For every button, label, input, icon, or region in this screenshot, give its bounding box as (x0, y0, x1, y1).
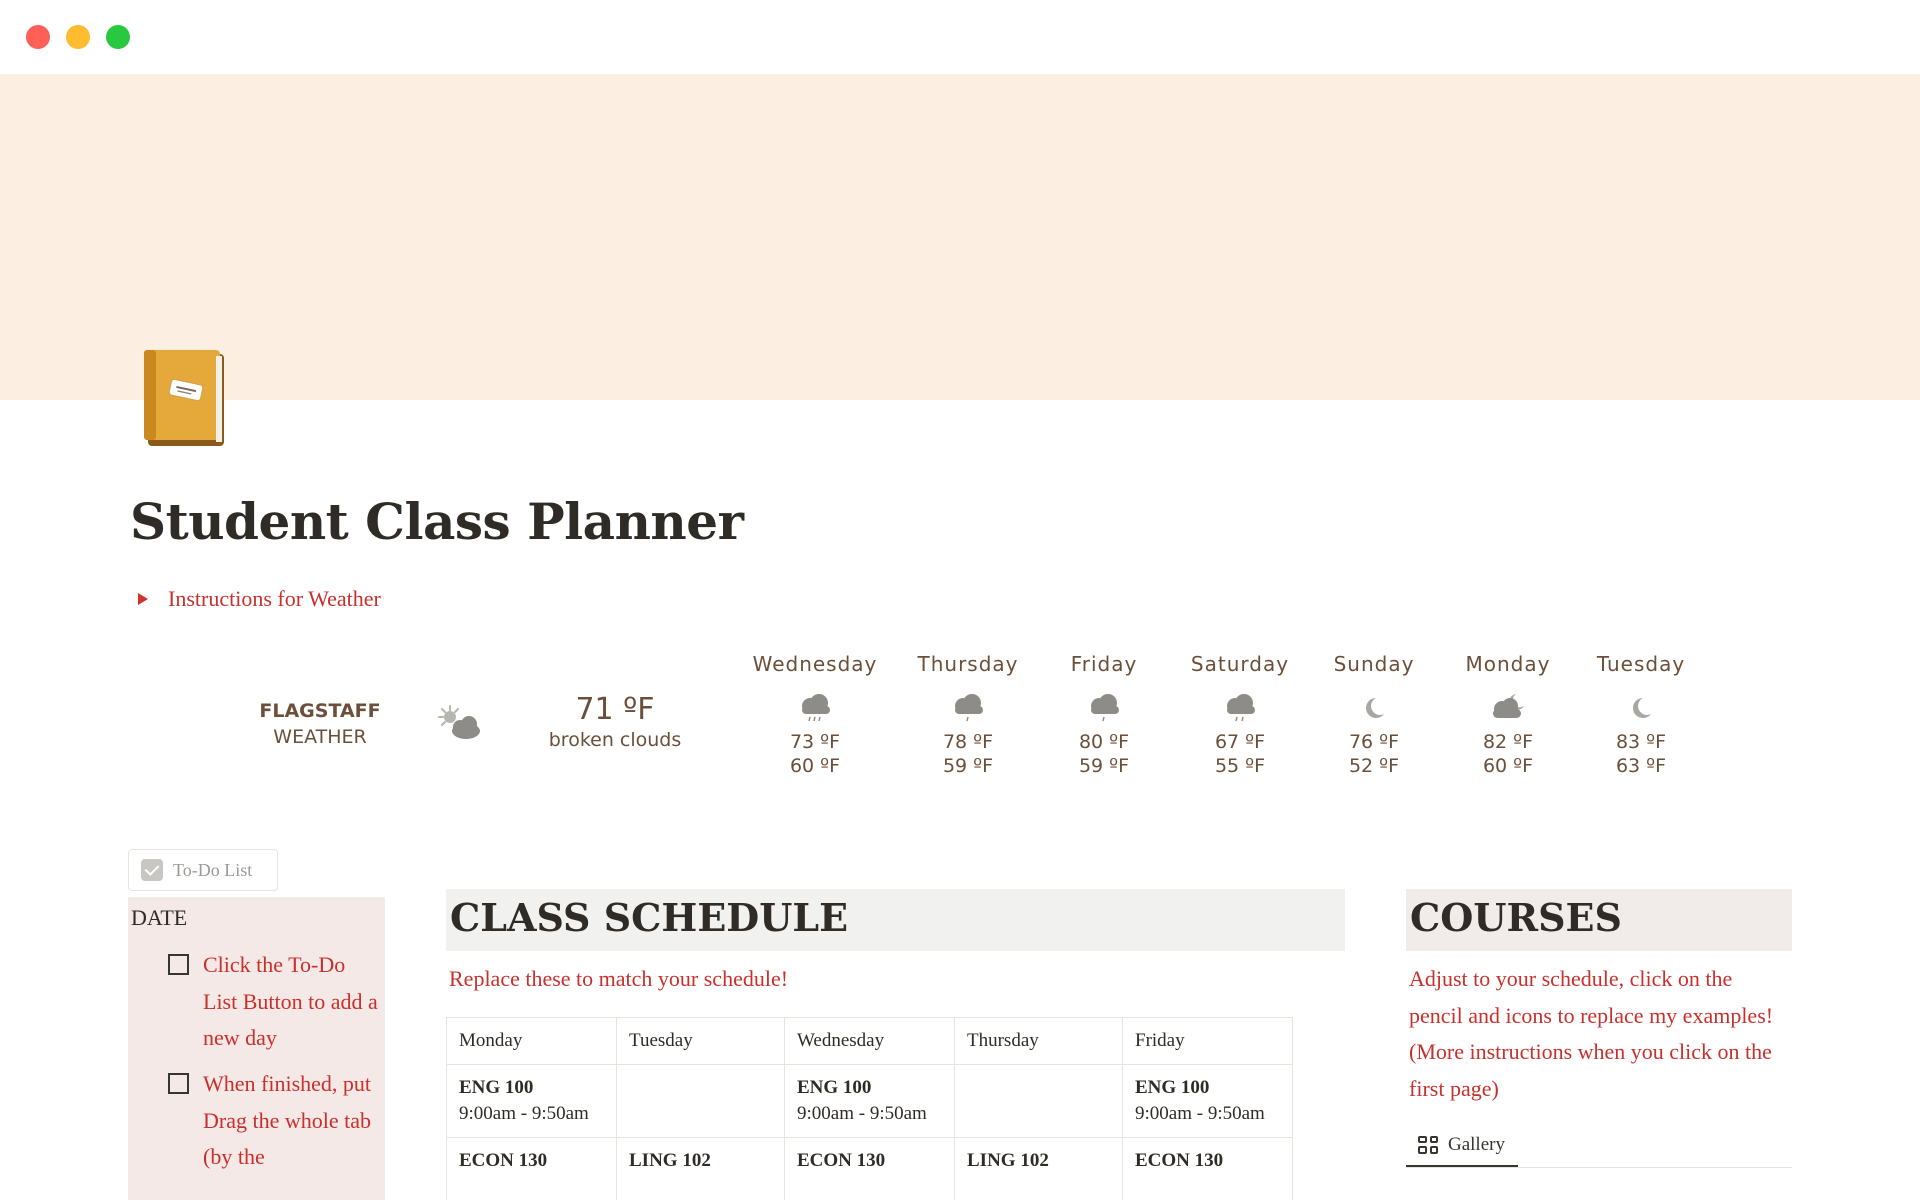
forecast-high: 78 ºF (942, 731, 994, 753)
forecast-high: 76 ºF (1348, 731, 1400, 753)
weather-location (230, 700, 410, 748)
table-cell[interactable] (617, 1065, 785, 1138)
rain-cloud-icon (1084, 692, 1124, 724)
class-schedule-heading[interactable]: CLASS SCHEDULE (446, 889, 1345, 951)
minimize-window-button[interactable] (66, 25, 90, 49)
forecast-high: 83 ºF (1615, 731, 1667, 753)
gallery-icon (1418, 1136, 1438, 1154)
forecast-day-name: Wednesday (752, 652, 878, 676)
course-code: ENG 100 (459, 1077, 534, 1098)
forecast-day-name: Tuesday (1596, 652, 1686, 676)
rain-cloud-icon (1220, 692, 1260, 724)
forecast-day (1299, 652, 1449, 778)
table-header-row (447, 1018, 1293, 1065)
current-description: broken clouds (548, 729, 682, 751)
window-titlebar (0, 0, 1920, 74)
forecast-day-name: Monday (1465, 652, 1551, 676)
forecast-day-name: Friday (1070, 652, 1138, 676)
course-code: LING 102 (629, 1150, 711, 1171)
forecast-high: 73 ºF (789, 731, 841, 753)
current-conditions (520, 692, 710, 751)
weather-widget (230, 652, 1730, 802)
forecast-day (1165, 652, 1315, 778)
course-time: 9:00am - 9:50am (1135, 1103, 1265, 1124)
schedule-table (446, 1017, 1293, 1200)
schedule-note[interactable]: Replace these to match your schedule! (449, 966, 789, 991)
todo-column (128, 897, 385, 1200)
forecast-low: 59 ºF (1078, 755, 1130, 777)
course-code: ECON 130 (459, 1150, 548, 1171)
city-subtitle: WEATHER (273, 726, 367, 748)
table-cell[interactable] (785, 1065, 955, 1138)
column-header[interactable]: Wednesday (785, 1018, 955, 1065)
forecast-day (1566, 652, 1716, 778)
table-cell[interactable] (447, 1065, 617, 1138)
table-cell[interactable] (955, 1065, 1123, 1138)
table-row (447, 1065, 1293, 1138)
rain-cloud-icon (795, 692, 835, 724)
moon-icon (1354, 692, 1394, 724)
forecast-high: 80 ºF (1078, 731, 1130, 753)
table-cell[interactable] (955, 1138, 1123, 1200)
course-code: ECON 130 (797, 1150, 886, 1171)
forecast-day-name: Thursday (917, 652, 1019, 676)
close-window-button[interactable] (26, 25, 50, 49)
forecast-day (893, 652, 1043, 778)
city-name: FLAGSTAFF (259, 700, 381, 722)
notebook-icon[interactable] (140, 348, 230, 450)
toggle-label: Instructions for Weather (168, 586, 381, 611)
page-cover[interactable] (0, 74, 1920, 400)
forecast-day-name: Saturday (1190, 652, 1290, 676)
forecast-day (1433, 652, 1583, 778)
triangle-right-icon[interactable] (138, 593, 148, 605)
table-cell[interactable] (617, 1138, 785, 1200)
table-cell[interactable] (785, 1138, 955, 1200)
course-code: ECON 130 (1135, 1150, 1224, 1171)
gallery-tab-label: Gallery (1448, 1133, 1505, 1155)
current-temperature: 71 ºF (575, 692, 655, 727)
page-title[interactable]: Student Class Planner (130, 492, 744, 551)
courses-heading[interactable]: COURSES (1406, 889, 1792, 951)
forecast-low: 55 ºF (1214, 755, 1266, 777)
forecast-low: 63 ºF (1615, 755, 1667, 777)
forecast-low: 52 ºF (1348, 755, 1400, 777)
table-cell[interactable] (1123, 1065, 1293, 1138)
todo-checkbox[interactable] (168, 954, 189, 975)
todo-list-button[interactable] (128, 849, 278, 891)
forecast-day (740, 652, 890, 778)
todo-item-text[interactable]: Click the To-Do List Button to add a new day (203, 952, 378, 1050)
gallery-view-tab[interactable] (1406, 1124, 1518, 1168)
table-cell[interactable] (1123, 1138, 1293, 1200)
course-code: LING 102 (967, 1150, 1049, 1171)
course-code: ENG 100 (1135, 1077, 1210, 1098)
course-time: 9:00am - 9:50am (459, 1103, 589, 1124)
todo-list-button-label: To-Do List (173, 859, 253, 880)
todo-item (168, 947, 383, 1057)
column-header[interactable]: Thursday (955, 1018, 1123, 1065)
forecast-low: 59 ºF (942, 755, 994, 777)
zoom-window-button[interactable] (106, 25, 130, 49)
forecast-high: 82 ºF (1482, 731, 1534, 753)
todo-item-text[interactable]: When finished, put Drag the whole tab (by the (203, 1071, 372, 1169)
cloudy-night-icon (1488, 692, 1528, 724)
forecast-low: 60 ºF (1482, 755, 1534, 777)
forecast-day (1029, 652, 1179, 778)
column-header[interactable]: Tuesday (617, 1018, 785, 1065)
weather-instructions-toggle[interactable] (138, 586, 381, 612)
courses-note[interactable]: Adjust to your schedule, click on the pencil and icons to replace my examples! (More instructions when you click on the first page) (1409, 966, 1774, 1101)
todo-checkbox[interactable] (168, 1073, 189, 1094)
table-cell[interactable] (447, 1138, 617, 1200)
course-time: 9:00am - 9:50am (797, 1103, 927, 1124)
todo-date-heading[interactable]: DATE (131, 905, 188, 930)
column-header[interactable]: Friday (1123, 1018, 1293, 1065)
todo-item (168, 1066, 383, 1176)
column-header[interactable]: Monday (447, 1018, 617, 1065)
checkbox-icon (141, 859, 163, 881)
rain-cloud-icon (948, 692, 988, 724)
partly-cloudy-day-icon (436, 704, 482, 742)
moon-icon (1621, 692, 1661, 724)
forecast-low: 60 ºF (789, 755, 841, 777)
forecast-high: 67 ºF (1214, 731, 1266, 753)
divider (1406, 1167, 1792, 1168)
course-code: ENG 100 (797, 1077, 872, 1098)
forecast-day-name: Sunday (1333, 652, 1415, 676)
table-row (447, 1138, 1293, 1200)
